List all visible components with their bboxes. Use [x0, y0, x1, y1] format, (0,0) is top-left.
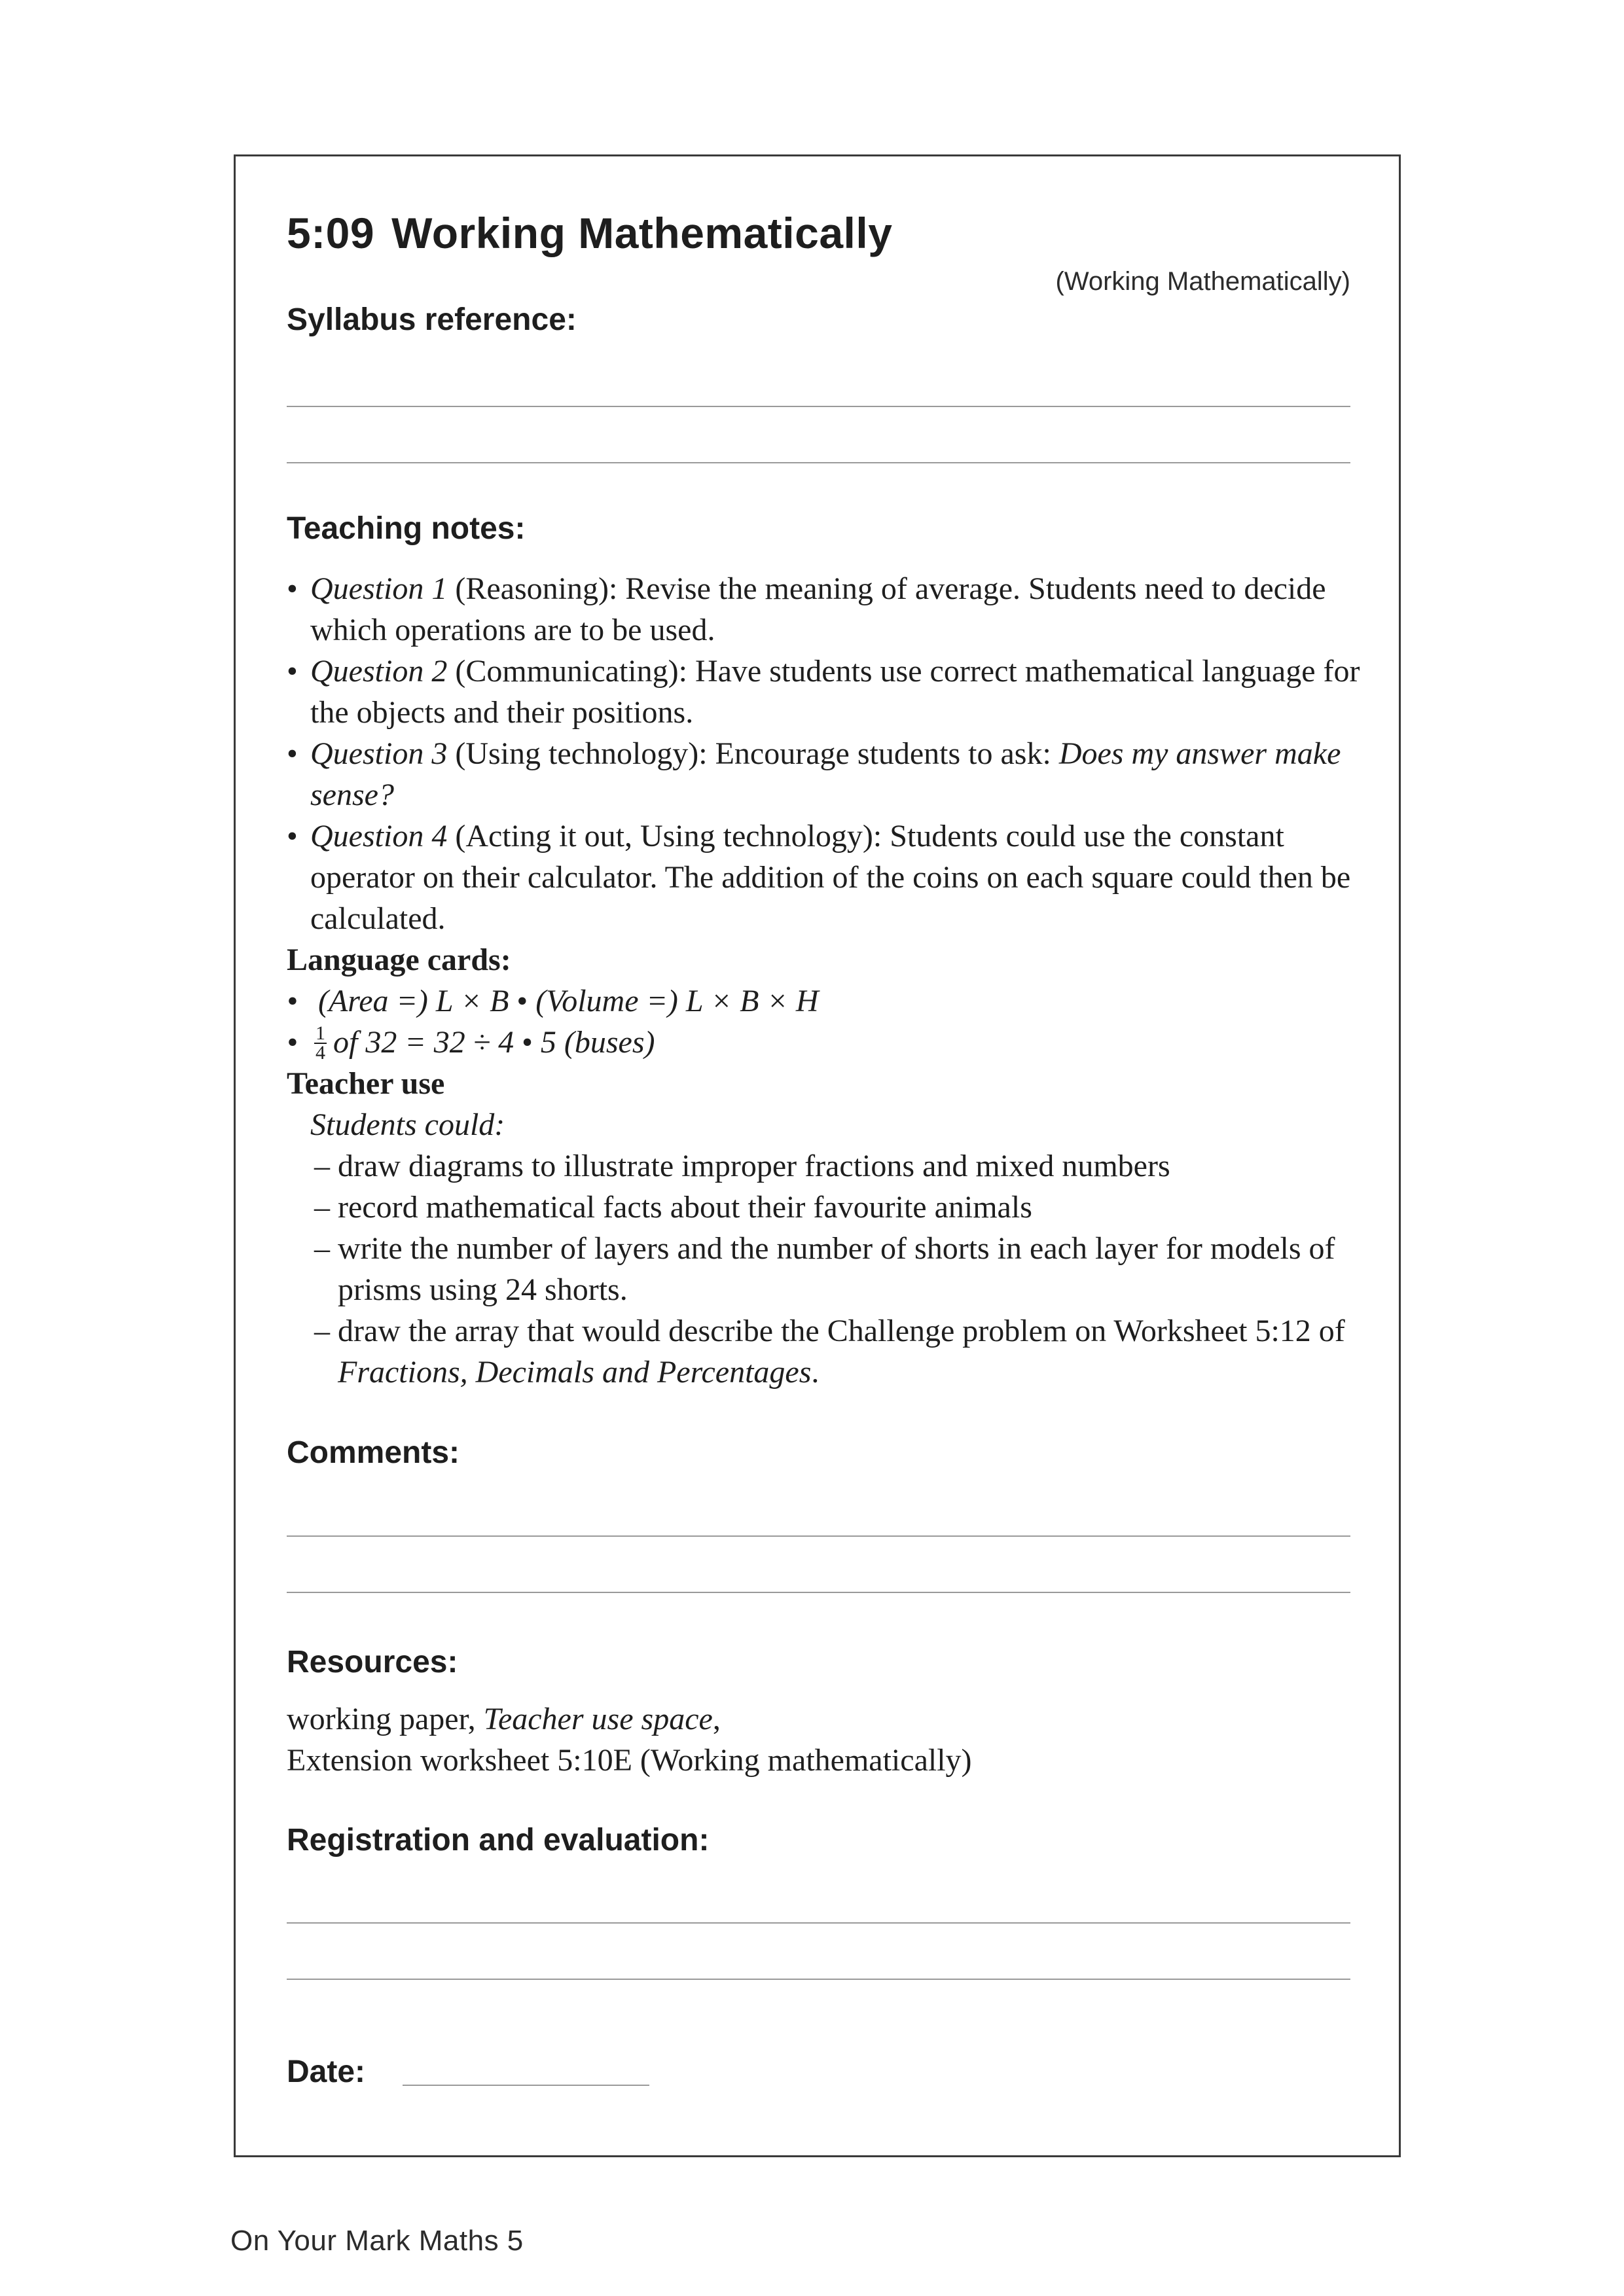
registration-line-1 — [287, 1922, 1350, 1924]
comments-line-2 — [287, 1592, 1350, 1593]
teacher-use-heading: Teacher use — [287, 1066, 445, 1101]
teacher-use-item: – write the number of layers and the number of shorts in each layer for models of prisms using 24 shorts. — [314, 1231, 1335, 1307]
teaching-note-item: • Question 2 (Communicating): Have students use correct mathematical language for the objects and their positions. — [287, 654, 1360, 730]
language-card-line: • $\frac{1}{4}$ of 32 = 32 ÷ 4 • 5 (buses) — [287, 1022, 655, 1064]
language-card-line: • (Area =) L × B • (Volume =) L × B × H — [287, 984, 819, 1018]
date-label: Date: — [287, 2054, 366, 2089]
syllabus-heading: Syllabus reference: — [287, 302, 577, 337]
registration-heading: Registration and evaluation: — [287, 1823, 710, 1857]
page-title — [287, 208, 892, 258]
comments-line-1 — [287, 1535, 1350, 1537]
resources-line: working paper, Teacher use space, — [287, 1702, 721, 1736]
comments-heading: Comments: — [287, 1435, 460, 1470]
teaching-notes-body — [287, 568, 1360, 1393]
registration-line-2 — [287, 1979, 1350, 1980]
worksheet-number: 5:09 — [287, 209, 375, 257]
footer-book-title: On Your Mark Maths 5 — [230, 2225, 524, 2257]
teaching-note-item: • Question 3 (Using technology): Encourage students to ask: Does my answer make sense? — [287, 736, 1341, 812]
fraction: $\frac{1}{4}$ — [316, 1022, 325, 1064]
syllabus-line-2 — [287, 462, 1350, 463]
teaching-note-item: • Question 4 (Acting it out, Using technology): Students could use the constant operator on their calculator. The addition of the coins on each square could then be calculated. — [287, 819, 1351, 936]
syllabus-line-1 — [287, 406, 1350, 407]
teacher-use-item: – draw the array that would describe the Challenge problem on Worksheet 5:12 of Fractions, Decimals and Percentages. — [314, 1314, 1345, 1390]
resources-body — [287, 1698, 1360, 1781]
resources-heading: Resources: — [287, 1645, 458, 1679]
resources-line: Extension worksheet 5:10E (Working mathematically) — [287, 1743, 972, 1778]
teaching-notes-heading: Teaching notes: — [287, 511, 526, 546]
teaching-note-item: • Question 1 (Reasoning): Revise the meaning of average. Students need to decide which operations are to be used. — [287, 571, 1326, 647]
teacher-use-intro: Students could: — [310, 1107, 505, 1142]
date-line — [403, 2085, 649, 2086]
worksheet-title: Working Mathematically — [391, 209, 893, 257]
teacher-use-item: – record mathematical facts about their favourite animals — [314, 1190, 1032, 1225]
language-cards-heading: Language cards: — [287, 942, 511, 977]
strand-label: (Working Mathematically) — [1055, 267, 1350, 296]
teacher-use-item: – draw diagrams to illustrate improper fractions and mixed numbers — [314, 1149, 1170, 1183]
